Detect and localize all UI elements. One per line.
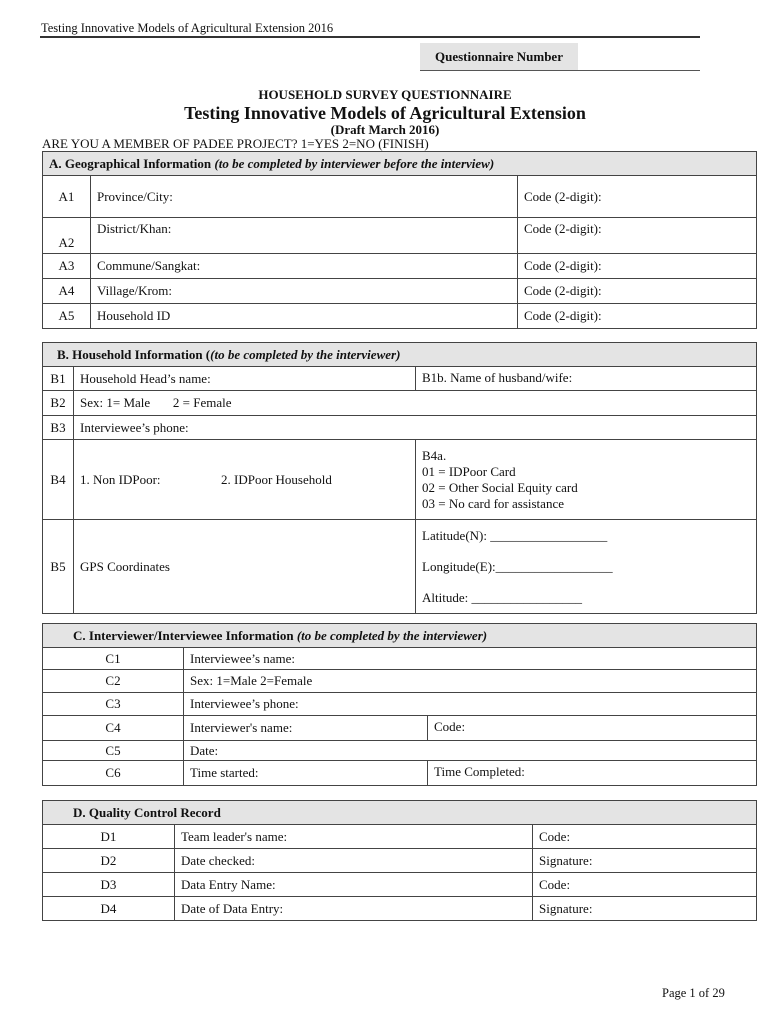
section-b-heading: B. Household Information ((to be completed by the interviewer) [43, 343, 757, 367]
row-code: A2 [43, 218, 91, 254]
gps-coordinates-label: GPS Coordinates [74, 520, 416, 614]
data-entry-code-field[interactable]: Code: [533, 873, 757, 897]
table-row [43, 254, 757, 279]
time-completed-field[interactable]: Time Completed: [428, 761, 757, 786]
interviewee-sex-field[interactable]: Sex: 1=Male 2=Female [184, 670, 757, 693]
table-row [43, 670, 757, 693]
village-field[interactable]: Village/Krom: [91, 279, 518, 304]
survey-type-heading: HOUSEHOLD SURVEY QUESTIONNAIRE [258, 87, 512, 102]
row-code: C6 [43, 761, 184, 786]
commune-field[interactable]: Commune/Sangkat: [91, 254, 518, 279]
interviewee-phone-field[interactable]: Interviewee’s phone: [74, 416, 757, 440]
row-code: B2 [43, 391, 74, 416]
checker-signature-field[interactable]: Signature: [533, 849, 757, 873]
household-head-name-field[interactable]: Household Head’s name: [74, 367, 416, 391]
b4a-card-type-field[interactable]: B4a. 01 = IDPoor Card 02 = Other Social Equity card 03 = No card for assistance [416, 440, 757, 520]
row-code: D4 [43, 897, 175, 921]
table-row [43, 825, 757, 849]
row-code: D1 [43, 825, 175, 849]
latitude-field[interactable]: Latitude(N): __________________ [422, 528, 608, 543]
data-entry-date-field[interactable]: Date of Data Entry: [175, 897, 533, 921]
date-checked-field[interactable]: Date checked: [175, 849, 533, 873]
row-code: A4 [43, 279, 91, 304]
district-field[interactable]: District/Khan: [91, 218, 518, 254]
province-field[interactable]: Province/City: [91, 176, 518, 218]
survey-title: Testing Innovative Models of Agricultural Extension [184, 103, 586, 123]
commune-code-field[interactable]: Code (2-digit): [518, 254, 757, 279]
table-row [43, 761, 757, 786]
table-row [43, 648, 757, 670]
table-row [43, 873, 757, 897]
table-row [43, 279, 757, 304]
row-code: B5 [43, 520, 74, 614]
table-row [43, 367, 757, 391]
document-header-title: Testing Innovative Models of Agricultural Extension 2016 [41, 21, 334, 35]
row-code: B1 [43, 367, 74, 391]
table-row [43, 693, 757, 716]
altitude-field[interactable]: Altitude: _________________ [422, 590, 582, 605]
province-code-field[interactable]: Code (2-digit): [518, 176, 757, 218]
table-row [43, 391, 757, 416]
sex-field[interactable]: Sex: 1= Male 2 = Female [74, 391, 757, 416]
table-row [43, 897, 757, 921]
time-started-field[interactable]: Time started: [184, 761, 428, 786]
member-question: ARE YOU A MEMBER OF PADEE PROJECT? 1=YES 2=NO (FINISH) [42, 136, 429, 151]
gps-fields[interactable] [416, 520, 757, 614]
data-entry-signature-field[interactable]: Signature: [533, 897, 757, 921]
page-number: Page 1 of 29 [662, 986, 725, 1000]
section-a-heading: A. Geographical Information (to be completed by interviewer before the interview) [43, 152, 757, 176]
idpoor-status-field[interactable]: 1. Non IDPoor: 2. IDPoor Household [74, 440, 416, 520]
household-id-code-field[interactable]: Code (2-digit): [518, 304, 757, 329]
row-code: B3 [43, 416, 74, 440]
table-row [43, 716, 757, 741]
section-c-table [42, 623, 757, 786]
row-code: A3 [43, 254, 91, 279]
table-row [43, 304, 757, 329]
table-row [43, 440, 757, 520]
draft-date: (Draft March 2016) [330, 122, 440, 137]
interviewer-code-field[interactable]: Code: [428, 716, 757, 741]
village-code-field[interactable]: Code (2-digit): [518, 279, 757, 304]
section-c-heading: C. Interviewer/Interviewee Information (to be completed by the interviewer) [43, 624, 757, 648]
questionnaire-number-label: Questionnaire Number [420, 43, 578, 70]
household-id-field[interactable]: Household ID [91, 304, 518, 329]
row-code: C4 [43, 716, 184, 741]
interviewee-phone-c-field[interactable]: Interviewee’s phone: [184, 693, 757, 716]
team-leader-name-field[interactable]: Team leader's name: [175, 825, 533, 849]
section-b-table [42, 342, 757, 614]
interviewer-name-field[interactable]: Interviewer's name: [184, 716, 428, 741]
longitude-field[interactable]: Longitude(E):__________________ [422, 559, 613, 574]
row-code: C1 [43, 648, 184, 670]
table-row [43, 416, 757, 440]
interviewee-name-field[interactable]: Interviewee’s name: [184, 648, 757, 670]
section-d-heading: D. Quality Control Record [43, 801, 757, 825]
row-code: C5 [43, 741, 184, 761]
table-row [43, 520, 757, 614]
table-row [43, 176, 757, 218]
row-code: C2 [43, 670, 184, 693]
questionnaire-number-field[interactable] [420, 70, 700, 71]
table-row [43, 741, 757, 761]
header-divider [40, 36, 700, 38]
data-entry-name-field[interactable]: Data Entry Name: [175, 873, 533, 897]
table-row [43, 849, 757, 873]
row-code: A5 [43, 304, 91, 329]
row-code: C3 [43, 693, 184, 716]
row-code: A1 [43, 176, 91, 218]
section-d-table [42, 800, 757, 921]
team-leader-code-field[interactable]: Code: [533, 825, 757, 849]
section-a-table [42, 151, 757, 329]
spouse-name-field[interactable]: B1b. Name of husband/wife: [416, 367, 757, 391]
date-field[interactable]: Date: [184, 741, 757, 761]
row-code: D2 [43, 849, 175, 873]
row-code: D3 [43, 873, 175, 897]
district-code-field[interactable]: Code (2-digit): [518, 218, 757, 254]
table-row [43, 218, 757, 254]
row-code: B4 [43, 440, 74, 520]
